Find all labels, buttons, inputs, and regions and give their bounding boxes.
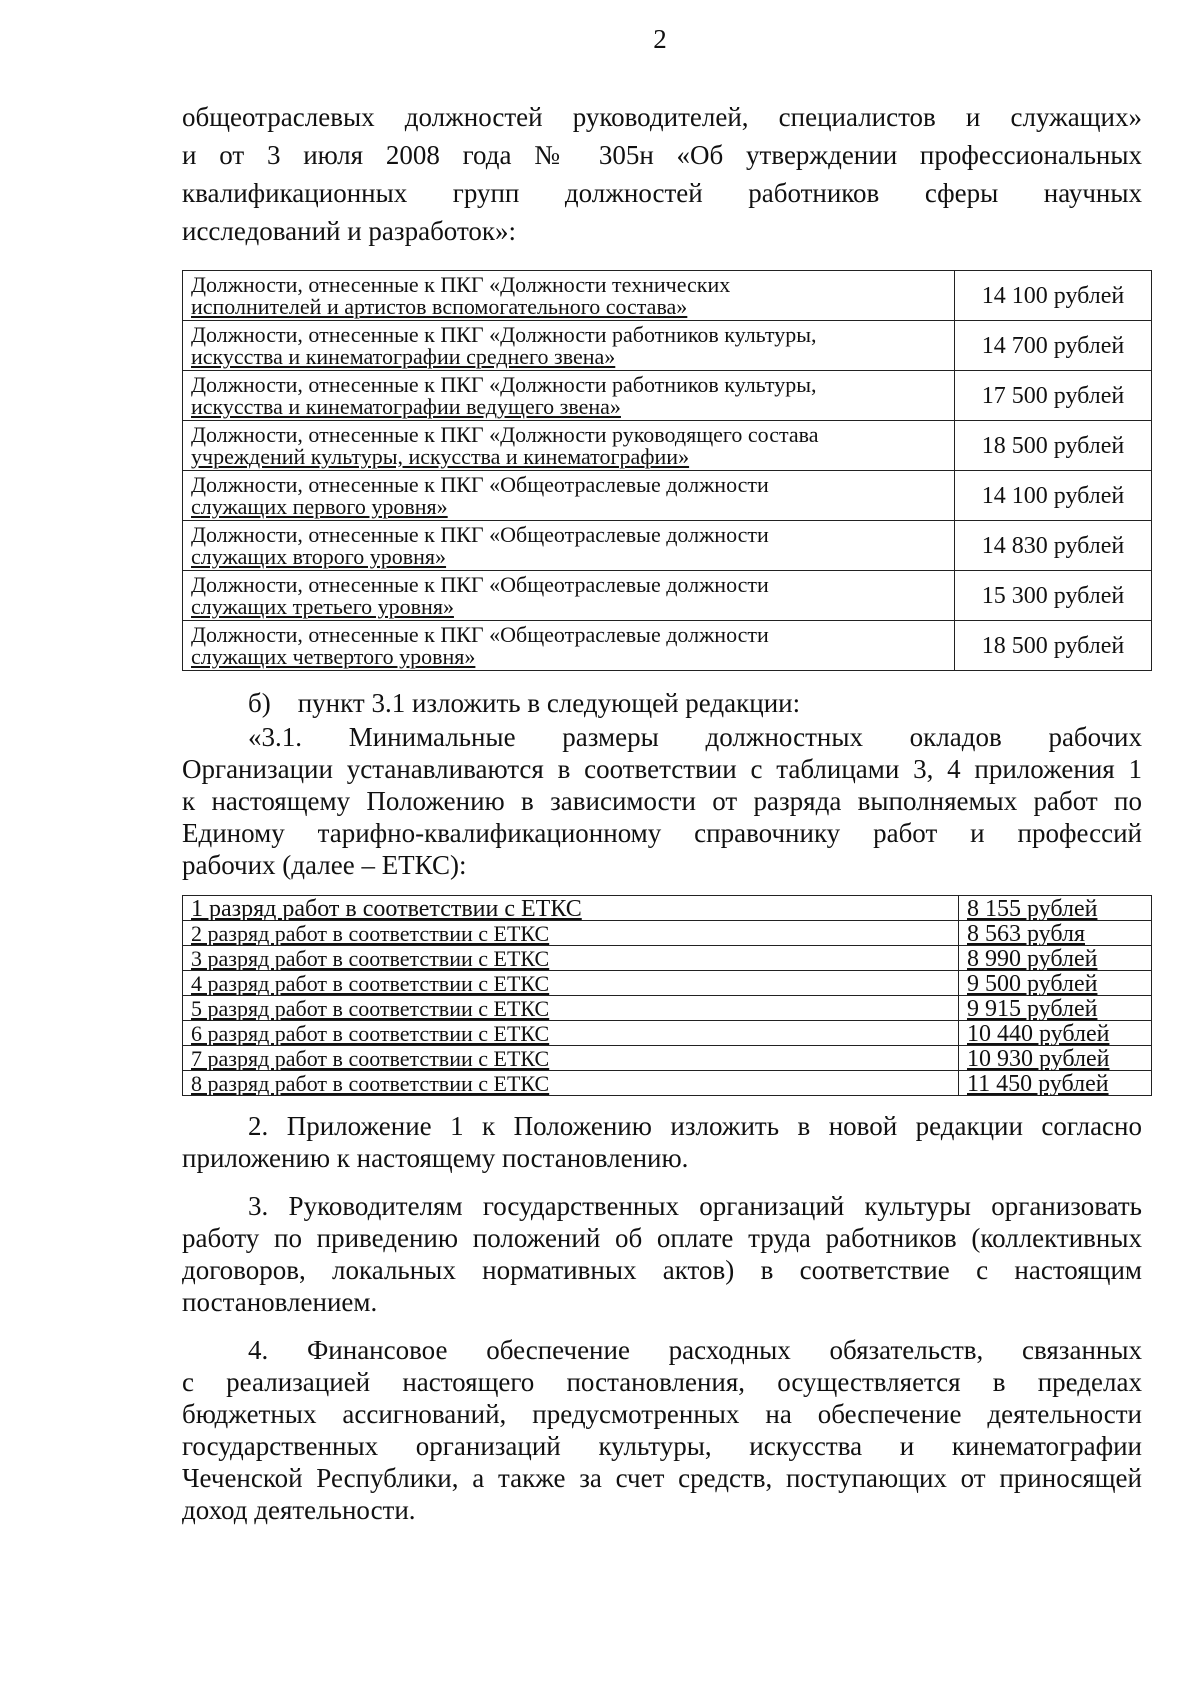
etks-table-row	[183, 921, 1152, 946]
etks-table-row	[183, 1046, 1152, 1071]
item-3-line: постановлением.	[182, 1287, 378, 1317]
clause-3-1-line: к настоящему Положению в зависимости от разряда выполняемых работ по	[182, 786, 1142, 816]
item-4-line: Чеченской Республики, а также за счет средств, поступающих от приносящей	[182, 1463, 1142, 1493]
clause-3-1	[182, 721, 1142, 881]
pkg-position-line: Должности, отнесенные к ПКГ «Должности руководящего состава	[191, 422, 819, 447]
etks-salary-cell: 8 990 рублей	[959, 946, 1152, 971]
pkg-salary-cell: 17 500 рублей	[955, 371, 1152, 421]
etks-salary-cell: 9 500 рублей	[959, 971, 1152, 996]
pkg-position-cell	[183, 471, 955, 521]
item-4	[182, 1334, 1142, 1526]
etks-salary-cell: 8 155 рублей	[959, 896, 1152, 921]
pkg-position-line: учреждений культуры, искусства и кинематографии»	[191, 444, 690, 469]
intro-line: квалификационных групп должностей работников сферы научных	[182, 178, 1142, 208]
pkg-salary-cell: 14 830 рублей	[955, 521, 1152, 571]
item-4-line: с реализацией настоящего постановления, осуществляется в пределах	[182, 1367, 1142, 1397]
etks-salary-cell: 11 450 рублей	[959, 1071, 1152, 1096]
intro-line: общеотраслевых должностей руководителей, специалистов и служащих»	[182, 102, 1142, 132]
pkg-position-line: служащих третьего уровня»	[191, 594, 454, 619]
pkg-table-row	[183, 571, 1152, 621]
pkg-position-line: служащих четвертого уровня»	[191, 644, 476, 669]
pkg-position-line: Должности, отнесенные к ПКГ «Общеотраслевые должности	[191, 472, 769, 497]
etks-grade-cell: 4 разряд работ в соответствии с ЕТКС	[183, 971, 959, 996]
clause-3-1-line: рабочих (далее – ЕТКС):	[182, 850, 467, 880]
pkg-salary-cell: 18 500 рублей	[955, 421, 1152, 471]
intro-line: исследований и разработок»:	[182, 216, 517, 246]
item-4-line: бюджетных ассигнований, предусмотренных на обеспечение деятельности	[182, 1399, 1142, 1429]
item-3-line: 3. Руководителям государственных организаций культуры организовать	[248, 1191, 1142, 1221]
pkg-salary-cell: 14 700 рублей	[955, 321, 1152, 371]
etks-grade-cell: 2 разряд работ в соответствии с ЕТКС	[183, 921, 959, 946]
pkg-position-cell	[183, 421, 955, 471]
pkg-position-line: исполнителей и артистов вспомогательного состава»	[191, 294, 688, 319]
etks-table-row	[183, 1021, 1152, 1046]
etks-salary-cell: 8 563 рубля	[959, 921, 1152, 946]
pkg-position-line: искусства и кинематографии среднего звена»	[191, 344, 616, 369]
item-3-line: работу по приведению положений об оплате труда работников (коллективных	[182, 1223, 1142, 1253]
etks-grade-cell: 7 разряд работ в соответствии с ЕТКС	[183, 1046, 959, 1071]
clause-3-1-line: «3.1. Минимальные размеры должностных окладов рабочих	[248, 722, 1142, 752]
pkg-position-cell	[183, 571, 955, 621]
pkg-position-cell	[183, 371, 955, 421]
pkg-salary-cell: 14 100 рублей	[955, 471, 1152, 521]
pkg-salary-table	[182, 270, 1152, 671]
item-4-line: 4. Финансовое обеспечение расходных обязательств, связанных	[248, 1335, 1142, 1365]
pkg-position-line: Должности, отнесенные к ПКГ «Общеотраслевые должности	[191, 572, 769, 597]
pkg-position-cell	[183, 321, 955, 371]
pkg-position-line: Должности, отнесенные к ПКГ «Общеотраслевые должности	[191, 622, 769, 647]
item-3	[182, 1190, 1142, 1318]
pkg-table-row	[183, 421, 1152, 471]
pkg-salary-cell: 14 100 рублей	[955, 271, 1152, 321]
pkg-position-line: Должности, отнесенные к ПКГ «Общеотраслевые должности	[191, 522, 769, 547]
pkg-position-line: Должности, отнесенные к ПКГ «Должности работников культуры,	[191, 372, 817, 397]
pkg-table-row	[183, 471, 1152, 521]
etks-salary-table	[182, 895, 1152, 1096]
etks-grade-cell: 6 разряд работ в соответствии с ЕТКС	[183, 1021, 959, 1046]
clause-3-1-line: Единому тарифно-квалификационному справочнику работ и профессий	[182, 818, 1142, 848]
document-body	[182, 98, 1142, 1526]
pkg-table-row	[183, 371, 1152, 421]
pkg-position-line: Должности, отнесенные к ПКГ «Должности технических	[191, 272, 731, 297]
etks-grade-cell: 5 разряд работ в соответствии с ЕТКС	[183, 996, 959, 1021]
pkg-salary-cell: 18 500 рублей	[955, 621, 1152, 671]
item-2	[182, 1110, 1142, 1174]
etks-table-row	[183, 1071, 1152, 1096]
item-4-line: доход деятельности.	[182, 1495, 416, 1525]
pkg-position-line: Должности, отнесенные к ПКГ «Должности работников культуры,	[191, 322, 817, 347]
etks-salary-cell: 9 915 рублей	[959, 996, 1152, 1021]
pkg-position-cell	[183, 621, 955, 671]
pkg-table-row	[183, 621, 1152, 671]
item-2-line: приложению к настоящему постановлению.	[182, 1143, 689, 1173]
pkg-position-cell	[183, 521, 955, 571]
etks-table-row	[183, 946, 1152, 971]
pkg-position-line: искусства и кинематографии ведущего звена»	[191, 394, 621, 419]
etks-grade-cell: 8 разряд работ в соответствии с ЕТКС	[183, 1071, 959, 1096]
page-number: 2	[653, 24, 667, 54]
etks-table-row	[183, 896, 1152, 921]
etks-salary-cell: 10 930 рублей	[959, 1046, 1152, 1071]
clause-3-1-line: Организации устанавливаются в соответствии с таблицами 3, 4 приложения 1	[182, 754, 1142, 784]
etks-table-row	[183, 971, 1152, 996]
intro-line: и от 3 июля 2008 года № 305н «Об утверждении профессиональных	[182, 140, 1142, 170]
pkg-table-row	[183, 271, 1152, 321]
pkg-position-line: служащих второго уровня»	[191, 544, 447, 569]
pkg-salary-cell: 15 300 рублей	[955, 571, 1152, 621]
pkg-position-line: служащих первого уровня»	[191, 494, 448, 519]
pkg-table-row	[183, 321, 1152, 371]
etks-grade-cell: 3 разряд работ в соответствии с ЕТКС	[183, 946, 959, 971]
item-2-line: 2. Приложение 1 к Положению изложить в новой редакции согласно	[248, 1111, 1142, 1141]
item-3-line: договоров, локальных нормативных актов) в соответствие с настоящим	[182, 1255, 1142, 1285]
etks-grade-cell: 1 разряд работ в соответствии с ЕТКС	[183, 896, 959, 921]
etks-salary-cell: 10 440 рублей	[959, 1021, 1152, 1046]
pkg-position-cell	[183, 271, 955, 321]
etks-table-row	[183, 996, 1152, 1021]
item-4-line: государственных организаций культуры, искусства и кинематографии	[182, 1431, 1142, 1461]
intro-paragraph	[182, 98, 1142, 250]
pkg-table-row	[183, 521, 1152, 571]
subclause-b: б) пункт 3.1 изложить в следующей редакции:	[248, 688, 801, 718]
